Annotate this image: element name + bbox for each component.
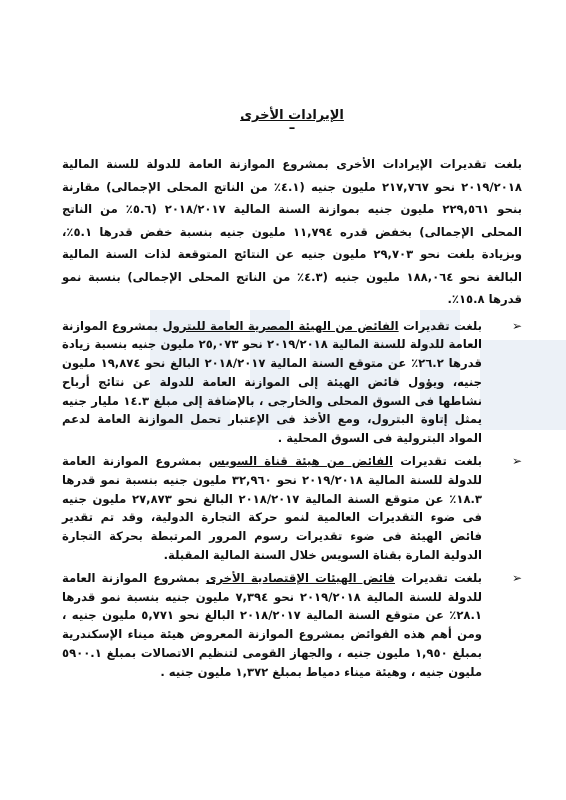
- bullet-text: بمشروع الموازنة العامة للدولة للسنة المالية ٢٠١٩/٢٠١٨ نحو ٢٥,٠٧٣ مليون جنيه بنسبة زيادة قدرها ٢٦.٢٪ عن متوقع السنة المالية ٢٠١٨/٢٠١٧ البالغ نحو ١٩,٨٧٤ مليون جنيه، ويؤول فائض الهيئة إلى الموازنة العامة للدولة عن نتائج أرباح نشاطها فى السوق المحلى والخارجى ، بالإضافة إلى مبلغ ١٤.٣ مليار جنيه يمثل إتاوة البترول، ومع الأخذ فى الإعتبار تحمل الموازنة العامة لدعم المواد البترولية فى السوق المحلية .: [62, 318, 482, 446]
- arrow-bullet-icon: ➢: [511, 454, 522, 469]
- arrow-bullet-icon: ➢: [511, 318, 522, 333]
- bullet-underlined-term: الفائض من هيئة قناة السويس: [208, 454, 393, 469]
- bullet-text: بمشروع الموازنة العامة للدولة للسنة المالية ٢٠١٩/٢٠١٨ نحو ٧,٣٩٤ مليون جنيه بنسبة نمو قدرها ٢٨.١٪ عن متوقع السنة المالية ٢٠١٨/٢٠١٧ البالغ نحو ٥,٧٧١ مليون جنيه ، ومن أهم هذه الفوائض بمشروع الموازنة المعروض هيئة ميناء الإسكندرية بمبلغ ١,٩٥٠ مليون جنيه ، والجهاز القومى لتنظيم الاتصالات بمبلغ ٥٩٠٠.١ مليون جنيه ، وهيئة ميناء دمياط بمبلغ ١,٣٧٢ مليون جنيه .: [62, 570, 482, 679]
- intro-paragraph: بلغت تقديرات الإيرادات الأخرى بمشروع الموازنة العامة للدولة للسنة المالية ٢٠١٩/٢٠١٨ نحو ٢١٧,٧٦٧ مليون جنيه (٤.١٪ من الناتج المحلى الإجمالى) مقارنة بنحو ٢٢٩,٥٦١ مليون جنيه بموازنة السنة المالية ٢٠١٨/٢٠١٧ (٥.٦٪ من الناتج المحلى الإجمالى) بخفض قدره ١١,٧٩٤ مليون جنيه بنسبة خفض قدرها ٥.١٪، وبزيادة بلغت نحو ٢٩,٧٠٣ مليون جنيه عن النتائج المتوقعة لذات السنة المالية البالغة نحو ١٨٨,٠٦٤ مليون جنيه (٤.٣٪ من الناتج المحلى الإجمالى) بنسبة نمو قدرها ١٥.٨٪.: [62, 157, 523, 306]
- bullet-underlined-term: الفائض من الهيئة المصرية العامة للبترول: [162, 318, 399, 333]
- bullet-underlined-term: فائض الهيئات الإقتصادية الأخرى: [205, 570, 395, 585]
- bullet-suez-canal: [62, 452, 522, 565]
- title-dash: –: [288, 121, 296, 136]
- bullet-lead: بلغت تقديرات: [398, 318, 482, 333]
- document-page: [62, 108, 522, 686]
- page-title: الإيرادات الأخرى: [240, 108, 344, 123]
- bullet-economic-authorities: [62, 569, 522, 682]
- bullet-lead: بلغت تقديرات: [395, 570, 482, 585]
- arrow-bullet-icon: ➢: [511, 570, 522, 585]
- bullet-petroleum: [62, 317, 522, 449]
- bullet-text: بمشروع الموازنة العامة للدولة للسنة المالية ٢٠١٩/٢٠١٨ نحو ٣٢,٩٦٠ مليون جنيه بنسبة نمو قدرها ١٨.٣٪ عن متوقع السنة المالية ٢٠١٨/٢٠١٧ البالغ نحو ٢٧,٨٧٣ مليون جنيه فى ضوء التقديرات العالمية لنمو حركة التجارة الدولية، وقد تم تقدير فائض الهيئة فى ضوء تقديرات رسوم المرور المرتبطة بحركة التجارة الدولية المارة بقناة السويس خلال السنة المالية المقبلة.: [62, 454, 483, 563]
- bullet-lead: بلغت تقديرات: [392, 454, 482, 469]
- bullet-list: [62, 317, 522, 682]
